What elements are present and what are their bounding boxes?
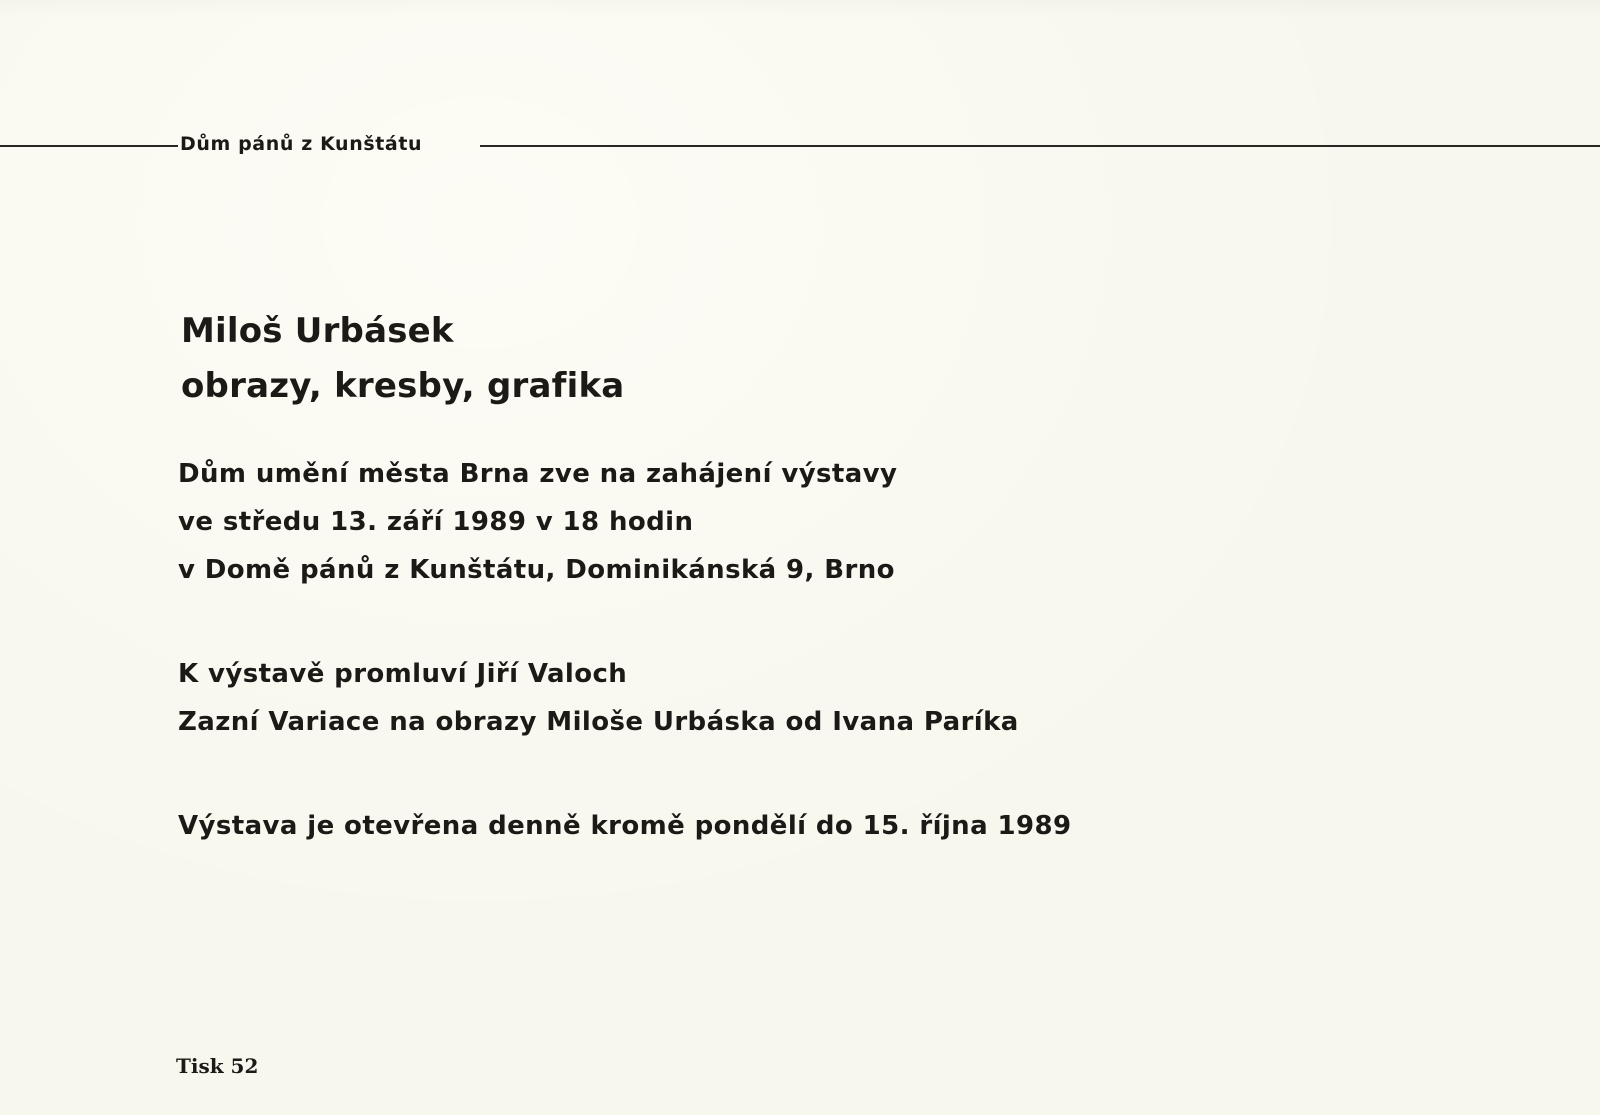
exhibition-subtitle: obrazy, kresby, grafika bbox=[181, 366, 625, 406]
header-rule-left bbox=[0, 145, 178, 147]
venue-header-label: Dům pánů z Kunštátu bbox=[180, 133, 423, 155]
print-code: Tisk 52 bbox=[176, 1054, 259, 1078]
header-rule-right bbox=[480, 145, 1600, 147]
invitation-line: Dům umění města Brna zve na zahájení výstavy bbox=[178, 459, 898, 489]
invitation-line: v Domě pánů z Kunštátu, Dominikánská 9, Brno bbox=[178, 555, 895, 585]
artist-name: Miloš Urbásek bbox=[181, 311, 454, 351]
program-line: Zazní Variace na obrazy Miloše Urbáska od Ivana Paríka bbox=[178, 707, 1019, 737]
program-line: K výstavě promluví Jiří Valoch bbox=[178, 659, 628, 689]
opening-hours: Výstava je otevřena denně kromě pondělí do 15. října 1989 bbox=[178, 811, 1072, 841]
invitation-line: ve středu 13. září 1989 v 18 hodin bbox=[178, 507, 694, 537]
